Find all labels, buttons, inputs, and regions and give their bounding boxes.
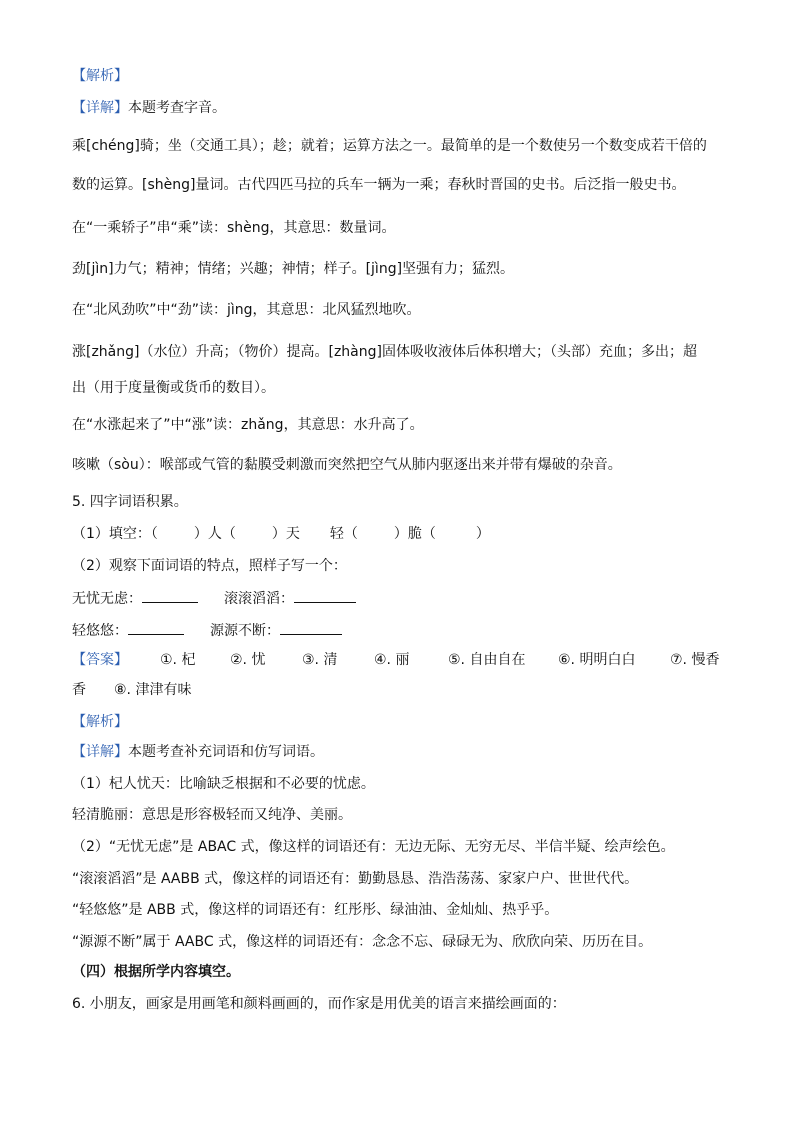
word-2: 滚滚滔滔： bbox=[224, 591, 294, 607]
detail-tag-2: 【详解】 bbox=[72, 744, 128, 760]
jin-example: 在“北风劲吹”中“劲”读：jìng，其意思：北风猛烈地吹。 bbox=[72, 302, 421, 318]
answer-6: ⑥. 明明白白 bbox=[558, 652, 636, 668]
word-row-1 bbox=[72, 588, 356, 609]
part1-prefix: （1）填空：（ bbox=[72, 526, 158, 542]
jin-line: 劲[jìn]力气；精神；情绪；兴趣；神情；样子。[jìng]坚强有力；猛烈。 bbox=[72, 261, 515, 277]
explanation-2: 轻清脆丽：意思是形容极轻而又纯净、美丽。 bbox=[72, 807, 352, 823]
explanation-6: “源源不断”属于 AABC 式，像这样的词语还有：念念不忘、碌碌无为、欣欣向荣、历历在目。 bbox=[72, 934, 653, 950]
jiexi-tag: 【解析】 bbox=[72, 68, 128, 84]
blank-3[interactable] bbox=[128, 620, 184, 635]
answer-7: ⑦. 慢香 bbox=[670, 652, 720, 668]
part1-d: ）脆（ bbox=[393, 526, 436, 542]
word-3: 轻悠悠： bbox=[72, 623, 128, 639]
answer-row-2 bbox=[72, 680, 191, 700]
section-4-heading: （四）根据所学内容填空。 bbox=[72, 964, 240, 980]
blank-2[interactable] bbox=[294, 588, 356, 603]
zhang-line-1: 涨[zhǎng]（水位）升高；（物价）提高。[zhàng]固体吸收液体后体积增大；（头部）充血；多出；超 bbox=[72, 344, 697, 360]
question-5-part2: （2）观察下面词语的特点，照样子写一个： bbox=[72, 558, 347, 574]
answer-8: ⑧. 津津有味 bbox=[114, 682, 192, 698]
jiexi-tag-2: 【解析】 bbox=[72, 714, 128, 730]
blank-1[interactable] bbox=[142, 588, 198, 603]
answer-row bbox=[72, 650, 719, 670]
detail-line-2 bbox=[72, 742, 324, 762]
question-6: 6. 小朋友，画家是用画笔和颜料画画的，而作家是用优美的语言来描绘画面的： bbox=[72, 996, 566, 1012]
zhang-line-2: 出（用于度量衡或货币的数目）。 bbox=[72, 380, 275, 396]
word-row-2 bbox=[72, 620, 342, 641]
explanation-1: （1）杞人忧天：比喻缺乏根据和不必要的忧虑。 bbox=[72, 776, 375, 792]
blank-4[interactable] bbox=[280, 620, 342, 635]
answer-7-cont: 香 bbox=[72, 682, 86, 698]
cheng-line-1: 乘[chéng]骑；坐（交通工具）；趁；就着；运算方法之一。最简单的是一个数使另一个数变成若干倍的 bbox=[72, 138, 707, 154]
kesou-line: 咳嗽（sòu）：喉部或气管的黏膜受刺激而突然把空气从肺内驱逐出来并带有爆破的杂音。 bbox=[72, 457, 622, 473]
cheng-line-2: 数的运算。[shèng]量词。古代四匹马拉的兵车一辆为一乘；春秋时晋国的史书。后泛指一般史书。 bbox=[72, 177, 686, 193]
answer-4: ④. 丽 bbox=[374, 652, 410, 668]
explanation-4: “滚滚滔滔”是 AABB 式，像这样的词语还有：勤勤恳恳、浩浩荡荡、家家户户、世世代代。 bbox=[72, 871, 639, 887]
answer-2: ②. 忧 bbox=[230, 652, 266, 668]
question-5-part1 bbox=[72, 524, 490, 544]
explanation-5: “轻悠悠”是 ABB 式，像这样的词语还有：红彤彤、绿油油、金灿灿、热乎乎。 bbox=[72, 902, 559, 918]
word-1: 无忧无虑： bbox=[72, 591, 142, 607]
detail-text-2: 本题考查补充词语和仿写词语。 bbox=[128, 744, 324, 760]
part1-e: ） bbox=[475, 526, 490, 542]
answer-5: ⑤. 自由自在 bbox=[448, 652, 526, 668]
explanation-3: （2）“无忧无虑”是 ABAC 式，像这样的词语还有：无边无际、无穷无尽、半信半疑、绘声绘色。 bbox=[72, 839, 675, 855]
detail-line bbox=[72, 98, 226, 118]
cheng-example: 在“一乘轿子”串“乘”读：shèng，其意思：数量词。 bbox=[72, 220, 396, 236]
part1-b: ）天 bbox=[271, 526, 300, 542]
answer-3: ③. 清 bbox=[302, 652, 338, 668]
detail-tag: 【详解】 bbox=[72, 100, 128, 116]
answer-1: ①. 杞 bbox=[160, 652, 196, 668]
detail-text: 本题考查字音。 bbox=[128, 100, 226, 116]
part1-a: ）人（ bbox=[193, 526, 236, 542]
word-4: 源源不断： bbox=[210, 623, 280, 639]
zhang-example: 在“水涨起来了”中“涨”读：zhǎng，其意思：水升高了。 bbox=[72, 417, 424, 433]
answer-tag: 【答案】 bbox=[72, 652, 128, 668]
part1-c: 轻（ bbox=[329, 526, 358, 542]
question-5-title: 5. 四字词语积累。 bbox=[72, 494, 188, 510]
